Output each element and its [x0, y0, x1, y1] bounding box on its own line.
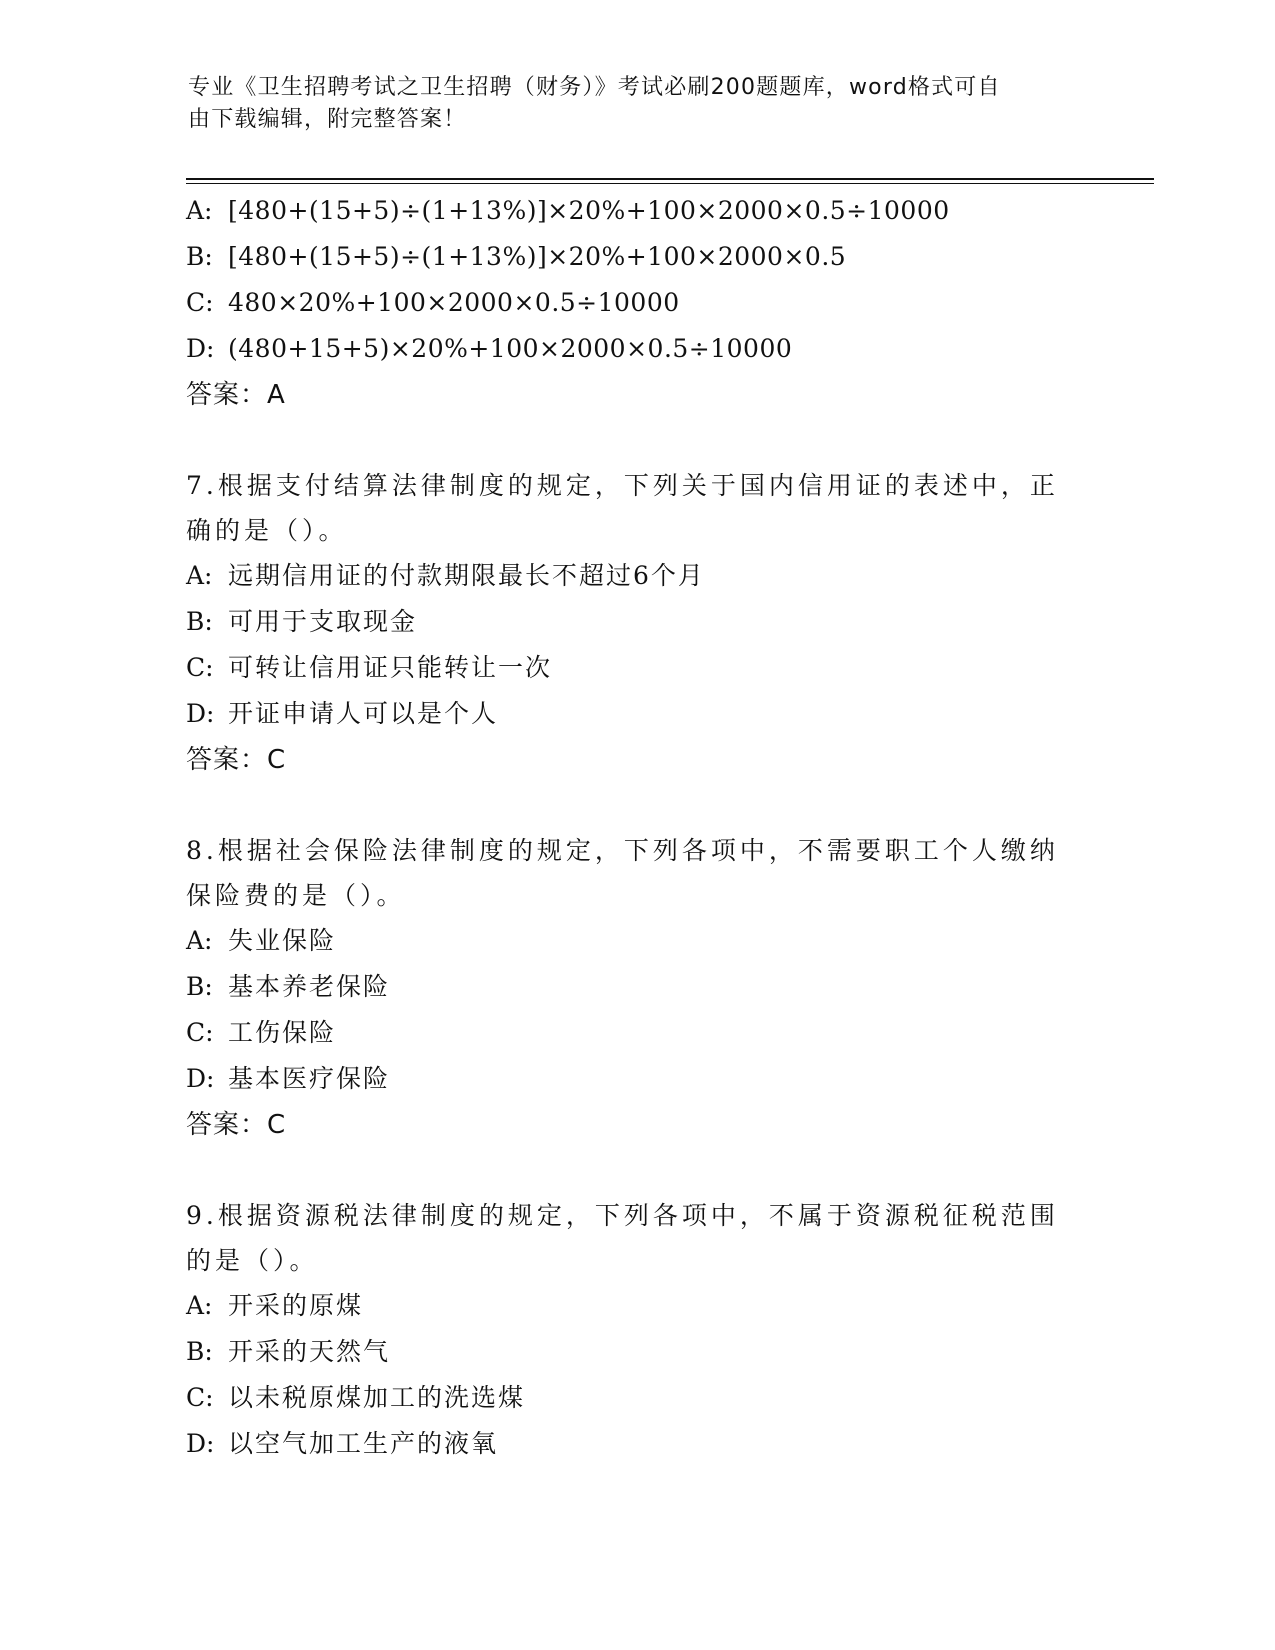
- option-text: 基本养老保险: [228, 972, 391, 1001]
- document-header: [188, 72, 1068, 136]
- option-letter: B:: [186, 242, 213, 271]
- question-stem: [186, 828, 1066, 918]
- option-c: [186, 1375, 1086, 1421]
- option-text: 可用于支取现金: [228, 607, 418, 636]
- option-letter: B:: [186, 972, 213, 1001]
- option-a: [186, 918, 1086, 964]
- option-letter: C:: [186, 288, 214, 317]
- option-text: 基本医疗保险: [228, 1064, 391, 1093]
- option-text: [480+(15+5)÷(1+13%)]×20%+100×2000×0.5÷10000: [228, 196, 950, 225]
- answer-line: 答案：C: [186, 745, 287, 775]
- option-letter: A:: [186, 926, 213, 955]
- option-a: [186, 1283, 1086, 1329]
- option-b: [186, 1329, 1086, 1375]
- spacer: [186, 1148, 1086, 1193]
- stem-line-1: 9.根据资源税法律制度的规定，下列各项中，不属于资源税征税范围: [186, 1201, 1059, 1230]
- option-text: 以空气加工生产的液氧: [228, 1429, 499, 1458]
- header-line-2: 由下载编辑，附完整答案！: [188, 107, 467, 132]
- option-letter: C:: [186, 1383, 214, 1412]
- option-d: [186, 691, 1086, 737]
- stem-line-1: 8.根据社会保险法律制度的规定，下列各项中，不需要职工个人缴纳: [186, 836, 1059, 865]
- stem-line-2: 保险费的是（）。: [186, 881, 406, 910]
- option-letter: A:: [186, 196, 213, 225]
- option-b: [186, 599, 1086, 645]
- option-letter: B:: [186, 1337, 213, 1366]
- question-8: [186, 828, 1086, 1148]
- option-c: [186, 1010, 1086, 1056]
- option-d: [186, 1421, 1086, 1467]
- option-letter: D:: [186, 1429, 215, 1458]
- spacer: [186, 783, 1086, 828]
- question-7: [186, 463, 1086, 783]
- option-text: 开采的原煤: [228, 1291, 364, 1320]
- stem-line-1: 7.根据支付结算法律制度的规定，下列关于国内信用证的表述中，正: [186, 471, 1059, 500]
- option-letter: D:: [186, 699, 215, 728]
- option-b: [186, 964, 1086, 1010]
- option-text: [480+(15+5)÷(1+13%)]×20%+100×2000×0.5: [228, 242, 847, 271]
- option-a: [186, 553, 1086, 599]
- option-d: [186, 1056, 1086, 1102]
- stem-line-2: 确的是（）。: [186, 516, 348, 545]
- option-letter: A:: [186, 561, 213, 590]
- option-b: [186, 234, 1086, 280]
- option-d: [186, 326, 1086, 372]
- option-text: 480×20%+100×2000×0.5÷10000: [228, 288, 680, 317]
- option-letter: C:: [186, 1018, 214, 1047]
- option-letter: B:: [186, 607, 213, 636]
- answer-line: 答案：A: [186, 380, 286, 410]
- option-letter: A:: [186, 1291, 213, 1320]
- question-list: [186, 188, 1086, 1467]
- option-text: (480+15+5)×20%+100×2000×0.5÷10000: [228, 334, 793, 363]
- stem-line-2: 的是（）。: [186, 1246, 319, 1275]
- option-c: [186, 645, 1086, 691]
- question-stem: [186, 463, 1066, 553]
- option-a: [186, 188, 1086, 234]
- question-stem: [186, 1193, 1066, 1283]
- spacer: [186, 418, 1086, 463]
- option-letter: D:: [186, 1064, 215, 1093]
- answer-line: 答案：C: [186, 1110, 287, 1140]
- option-text: 以未税原煤加工的洗选煤: [228, 1383, 526, 1412]
- option-text: 开采的天然气: [228, 1337, 391, 1366]
- option-letter: C:: [186, 653, 214, 682]
- option-text: 工伤保险: [228, 1018, 337, 1047]
- option-c: [186, 280, 1086, 326]
- option-text: 失业保险: [228, 926, 337, 955]
- header-rule-thick: [186, 178, 1154, 180]
- question-6-options: [186, 188, 1086, 418]
- option-text: 开证申请人可以是个人: [228, 699, 499, 728]
- option-text: 远期信用证的付款期限最长不超过6个月: [228, 561, 705, 590]
- header-line-1: 专业《卫生招聘考试之卫生招聘（财务）》考试必刷200题题库，word格式可自: [188, 75, 1001, 100]
- option-letter: D:: [186, 334, 215, 363]
- option-text: 可转让信用证只能转让一次: [228, 653, 553, 682]
- header-rule-thin: [186, 183, 1154, 184]
- question-9: [186, 1193, 1086, 1467]
